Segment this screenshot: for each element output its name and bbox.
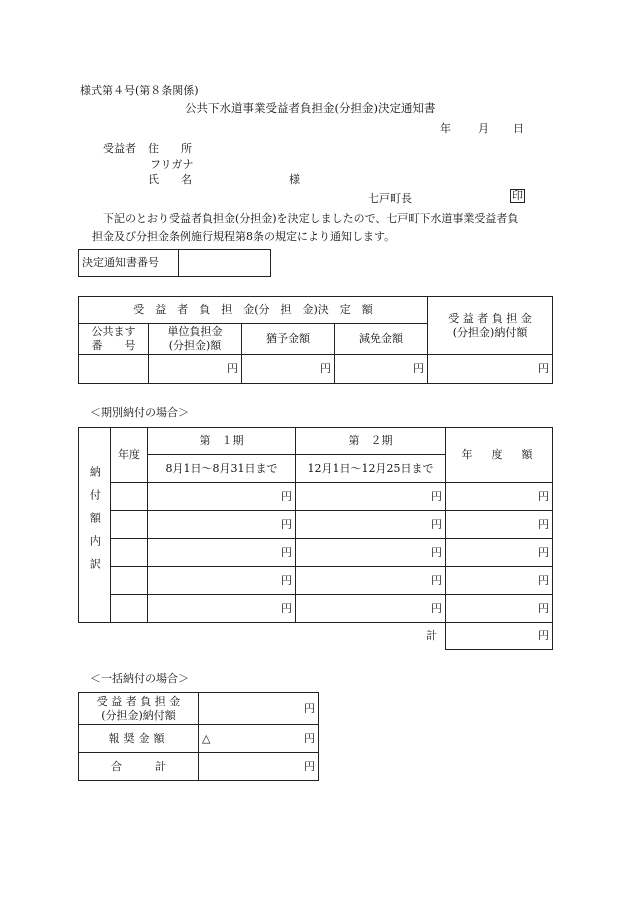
lump-total-amount[interactable]: 円 [199,753,319,781]
reward-mark: △ [202,731,211,745]
period1-amount[interactable]: 円 [148,567,296,595]
year-cell[interactable] [111,567,148,595]
decision-header: 受 益 者 負 担 金(分 担 金)決 定 額 [79,297,428,324]
recipient-label: 受益者 [103,142,136,155]
lump-sum-table [78,692,319,781]
payment-header-line2: (分担金)納付額 [452,325,528,339]
date-month: 月 [478,122,489,135]
unit-col-header [149,324,242,355]
year-total-amount[interactable]: 円 [446,483,553,511]
furigana-label: フリガナ [150,158,194,171]
year-total-amount[interactable]: 円 [446,567,553,595]
period1-range: 8月1日～8月31日まで [148,455,296,483]
lump-payment-amount[interactable]: 円 [199,693,319,725]
year-cell[interactable] [111,539,148,567]
grand-total-label: 計 [79,623,446,650]
name-label: 氏 名 [148,173,192,186]
lump-total-label: 合 計 [79,753,199,781]
area-col-line1: 公共ます [91,325,136,339]
lump-payment-line1: 受 益 者 負 担 金 [96,694,181,708]
installment-table [78,427,553,650]
period2-amount[interactable]: 円 [296,567,446,595]
area-value-cell[interactable] [79,355,149,384]
lump-sum-caption: ＜一括納付の場合＞ [90,672,189,685]
period2-amount[interactable]: 円 [296,511,446,539]
lump-payment-line2: (分担金)納付額 [101,708,176,722]
year-total-header: 年 度 額 [446,428,553,483]
area-col-header [79,324,149,355]
seal-mark: 印 [512,189,523,202]
period1-amount[interactable]: 円 [148,483,296,511]
payment-value-cell[interactable]: 円 [428,355,553,384]
year-total-amount[interactable]: 円 [446,511,553,539]
period1-amount[interactable]: 円 [148,511,296,539]
period2-amount[interactable]: 円 [296,539,446,567]
reward-amount[interactable] [199,725,319,753]
address-label: 住 所 [148,142,192,155]
year-col-header: 年度 [111,428,148,483]
period2-range: 12月1日～12月25日まで [296,455,446,483]
period2-amount[interactable]: 円 [296,595,446,623]
installment-side-label [79,428,111,623]
deferral-value-cell[interactable]: 円 [242,355,335,384]
date-year: 年 [440,122,451,135]
reward-yen: 円 [304,732,315,745]
period2-amount[interactable]: 円 [296,483,446,511]
year-cell[interactable] [111,483,148,511]
exemption-value-cell[interactable]: 円 [335,355,428,384]
area-col-line2: 番 号 [91,339,136,352]
unit-value-cell[interactable]: 円 [149,355,242,384]
period2-header: 第 ２期 [296,428,446,455]
notice-number-table [78,249,271,277]
form-number: 様式第４号(第８条関係) [80,84,199,97]
year-total-amount[interactable]: 円 [446,539,553,567]
year-total-amount[interactable]: 円 [446,595,553,623]
grand-total-amount[interactable]: 円 [446,623,553,650]
deferral-col-header: 猶予金額 [242,324,335,355]
reward-label: 報奨金額 [79,725,199,753]
issuer-title: 七戸町長 [368,192,412,205]
honorific: 様 [289,173,300,186]
payment-header-line1: 受 益 者 負 担 金 [448,311,532,325]
unit-col-line1: 単位負担金 [167,325,223,339]
date-day: 日 [513,122,524,135]
body-text-line1: 下記のとおり受益者負担金(分担金)を決定しましたので、七戸町下水道事業受益者負 [103,212,519,225]
period1-header: 第 １期 [148,428,296,455]
body-text-line2: 担金及び分担金条例施行規程第8条の規定により通知します。 [92,230,396,243]
notice-number-label: 決定通知書番号 [79,250,179,277]
notice-number-value[interactable] [179,250,271,277]
exemption-col-header: 減免金額 [335,324,428,355]
installment-caption: ＜期別納付の場合＞ [90,406,189,419]
year-cell[interactable] [111,511,148,539]
unit-col-line2: (分担金)額 [168,339,222,352]
decision-table [78,296,553,384]
year-cell[interactable] [111,595,148,623]
period1-amount[interactable]: 円 [148,539,296,567]
document-title: 公共下水道事業受益者負担金(分担金)決定通知書 [185,101,436,115]
issuer-seal [510,189,525,203]
lump-payment-label [79,693,199,725]
period1-amount[interactable]: 円 [148,595,296,623]
installment-side-text: 納付額内訳 [88,465,102,581]
payment-header [428,297,553,355]
